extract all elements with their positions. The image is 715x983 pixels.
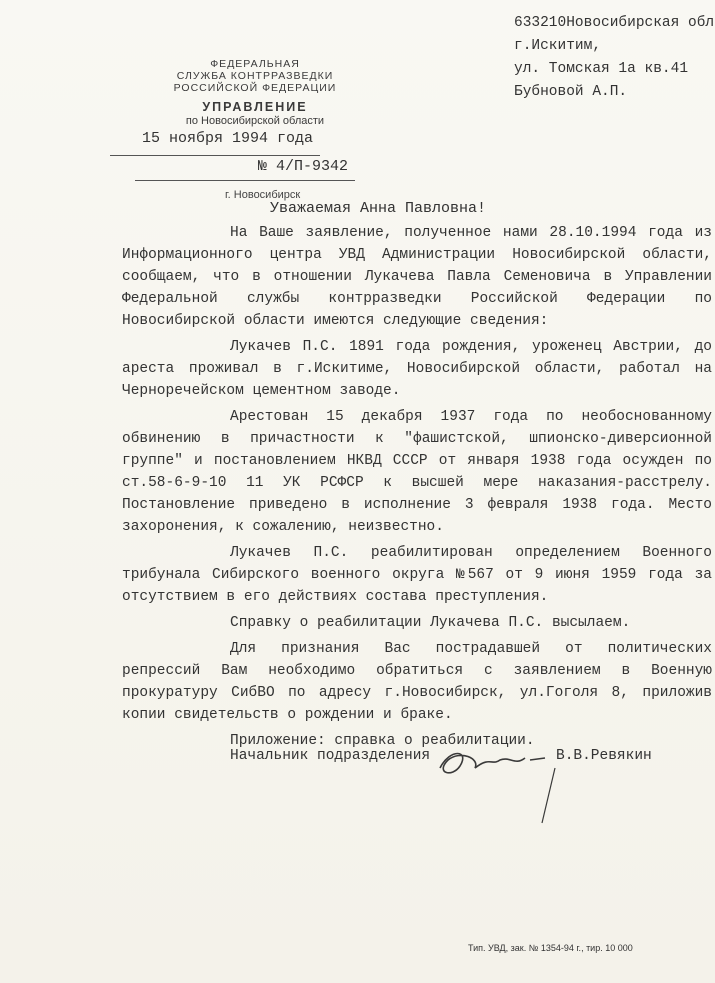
signer-name: В.В.Ревякин (556, 748, 652, 764)
issue-city: г. Новосибирск (225, 189, 301, 201)
address-line-3: ул. Томская 1а кв.41 (514, 61, 689, 77)
letterhead-line-3: РОССИЙСКОЙ ФЕДЕРАЦИИ (173, 82, 337, 94)
address-line-4: Бубновой А.П. (514, 84, 628, 100)
paragraph-2: Лукачев П.С. 1891 года рождения, уроженец Австрии, до ареста проживал в г.Искитиме, Новосибирской области, работал на Черноречейском цементном заводе. (122, 339, 712, 399)
letter-date: 15 ноября 1994 года (142, 130, 314, 147)
paragraph-6: Для признания Вас пострадавшей от политических репрессий Вам необходимо обратиться с заявлением в Военную прокуратуру СибВО по адресу г.Новосибирск, ул.Гоголя 8, приложив копии свидетельств о рождении и браке. (122, 641, 712, 723)
salutation: Уважаемая Анна Павловна! (270, 200, 487, 217)
letterhead-line-1: ФЕДЕРАЛЬНАЯ (210, 58, 300, 70)
paragraph-7: Приложение: справка о реабилитации. (230, 733, 535, 749)
handwritten-signature (430, 738, 570, 828)
paragraph-5: Справку о реабилитации Лукачева П.С. высылаем. (230, 615, 631, 631)
paragraph-1: На Ваше заявление, полученное нами 28.10.1994 года из Информационного центра УВД Администрации Новосибирской области, сообщаем, что в отношении Лукачева Павла Семеновича в Управлении Федеральной службы контрразведки Российской Федерации по Новосибирской области имеются следующие сведения: (122, 225, 712, 329)
letterhead-line-2: СЛУЖБА КОНТРРАЗВЕДКИ (176, 70, 334, 82)
address-line-1: 633210Новосибирская обл (514, 15, 715, 31)
letterhead (140, 58, 370, 128)
print-footer: Тип. УВД, зак. № 1354-94 г., тир. 10 000 (468, 943, 633, 953)
signer-title: Начальник подразделения (230, 748, 431, 764)
paragraph-4: Лукачев П.С. реабилитирован определением Военного трибунала Сибирского военного округа №567 от 9 июня 1959 года за отсутствием в его действиях состава преступления. (122, 545, 712, 605)
letterhead-department: УПРАВЛЕНИЕ (202, 100, 308, 114)
address-line-2: г.Искитим, (514, 38, 602, 54)
recipient-address (514, 12, 715, 104)
paragraph-3: Арестован 15 декабря 1937 года по необоснованному обвинению в причастности к "фашистской, шпионско-диверсионной группе" и постановлением НКВД СССР от января 1938 года осужден по ст.58-6-9-10 11 УК РСФСР к высшей мере наказания-расстрелу. Постановление приведено в исполнение 3 февраля 1938 года. Место захоронения, к сожалению, неизвестно. (122, 409, 712, 535)
letter-body (122, 222, 712, 756)
letter-number: № 4/П-9342 (258, 158, 349, 175)
letterhead-region: по Новосибирской области (185, 115, 325, 127)
